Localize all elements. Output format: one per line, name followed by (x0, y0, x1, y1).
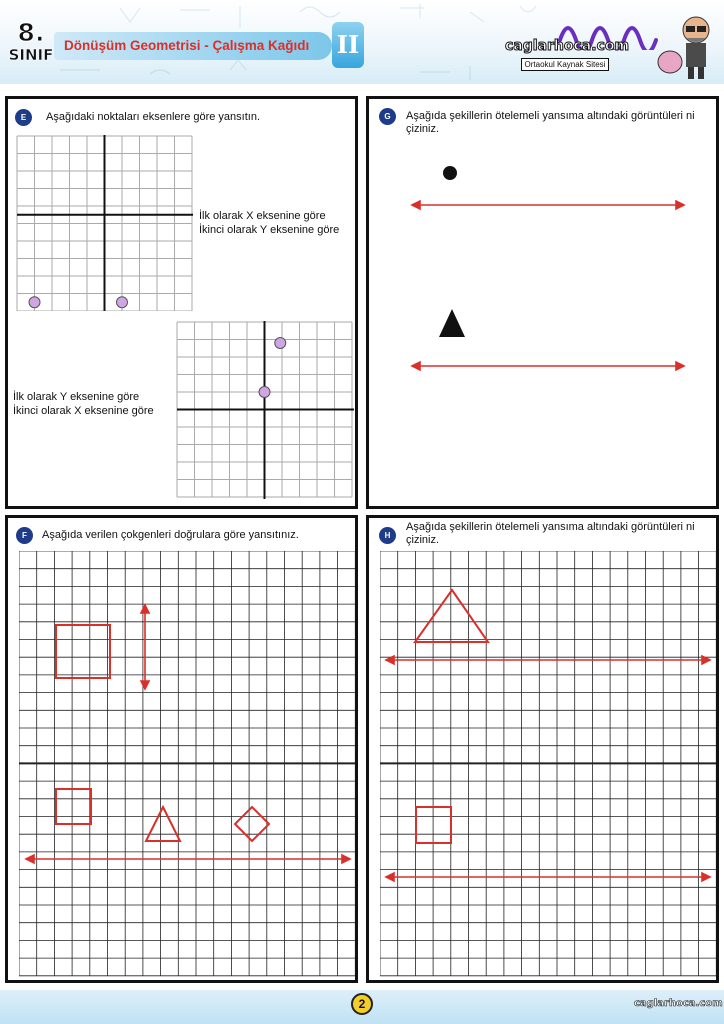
page-header (0, 0, 724, 84)
triangle-shape (439, 309, 465, 337)
grade-label: SINIF (8, 46, 54, 64)
reflection-line-1 (412, 201, 684, 209)
coordinate-grid-1[interactable] (16, 135, 194, 311)
grid-1-instruction-line-2: İkinci olarak Y eksenine göre (199, 224, 340, 236)
page-footer (0, 990, 724, 1024)
grade-badge (8, 20, 54, 72)
section-h-instruction: Aşağıda şekillerin ötelemeli yansıma altındaki görüntüleri ni çiziniz. (406, 521, 695, 546)
section-f-grid[interactable] (19, 551, 355, 979)
page-title: Dönüşüm Geometrisi - Çalışma Kağıdı (64, 38, 310, 53)
triangle-shape (415, 590, 488, 642)
reflection-line-2 (412, 362, 684, 370)
grid-1-instruction-line-1: İlk olarak X eksenine göre (199, 210, 326, 222)
footer-site: caglarhoca.com (634, 998, 723, 1009)
section-h-badge: H (379, 527, 396, 544)
page-number: 2 (351, 993, 373, 1015)
section-f-badge: F (16, 527, 33, 544)
vertical-reflection-line (141, 605, 149, 689)
section-e-badge: E (15, 109, 32, 126)
grid-2-instruction-line-2: İkinci olarak X eksenine göre (13, 405, 154, 417)
section-g-drawing-area[interactable] (366, 96, 719, 509)
grade-number: 8. (17, 18, 45, 47)
section-g-panel (366, 96, 719, 509)
title-banner (54, 32, 332, 60)
brand-logo: caglarhoca.com (505, 38, 630, 54)
section-f-instruction: Aşağıda verilen çokgenleri doğrulara göre yansıtınız. (42, 529, 299, 541)
section-e-panel (5, 96, 358, 509)
square-shape (416, 807, 451, 843)
triangle-shape (146, 807, 180, 841)
point-marker[interactable] (117, 297, 128, 308)
point-marker[interactable] (259, 387, 270, 398)
coordinate-grid-2[interactable] (176, 321, 354, 499)
brand-tagline: Ortaokul Kaynak Sitesi (521, 58, 610, 71)
section-h-panel (366, 515, 719, 983)
dot-shape (443, 166, 457, 180)
section-h-grid[interactable] (380, 551, 716, 979)
section-g-instruction: Aşağıda şekillerin ötelemeli yansıma altındaki görüntüleri ni çiziniz. (406, 110, 695, 135)
grid-2-instruction-line-1: İlk olarak Y eksenine göre (13, 391, 140, 403)
point-marker[interactable] (29, 297, 40, 308)
horizontal-reflection-line (26, 855, 350, 863)
worksheet-number-tag: II (332, 22, 364, 68)
square-shape-small (56, 789, 91, 824)
section-e-instruction: Aşağıdaki noktaları eksenlere göre yansıtın. (46, 111, 261, 123)
section-f-panel (5, 515, 358, 983)
reflection-line-2 (386, 873, 710, 881)
teacher-mascot-icon (656, 12, 720, 80)
point-marker[interactable] (275, 338, 286, 349)
section-g-badge: G (379, 108, 396, 125)
diamond-shape (235, 807, 269, 841)
square-shape-large (56, 625, 110, 678)
brand-block (505, 38, 630, 72)
